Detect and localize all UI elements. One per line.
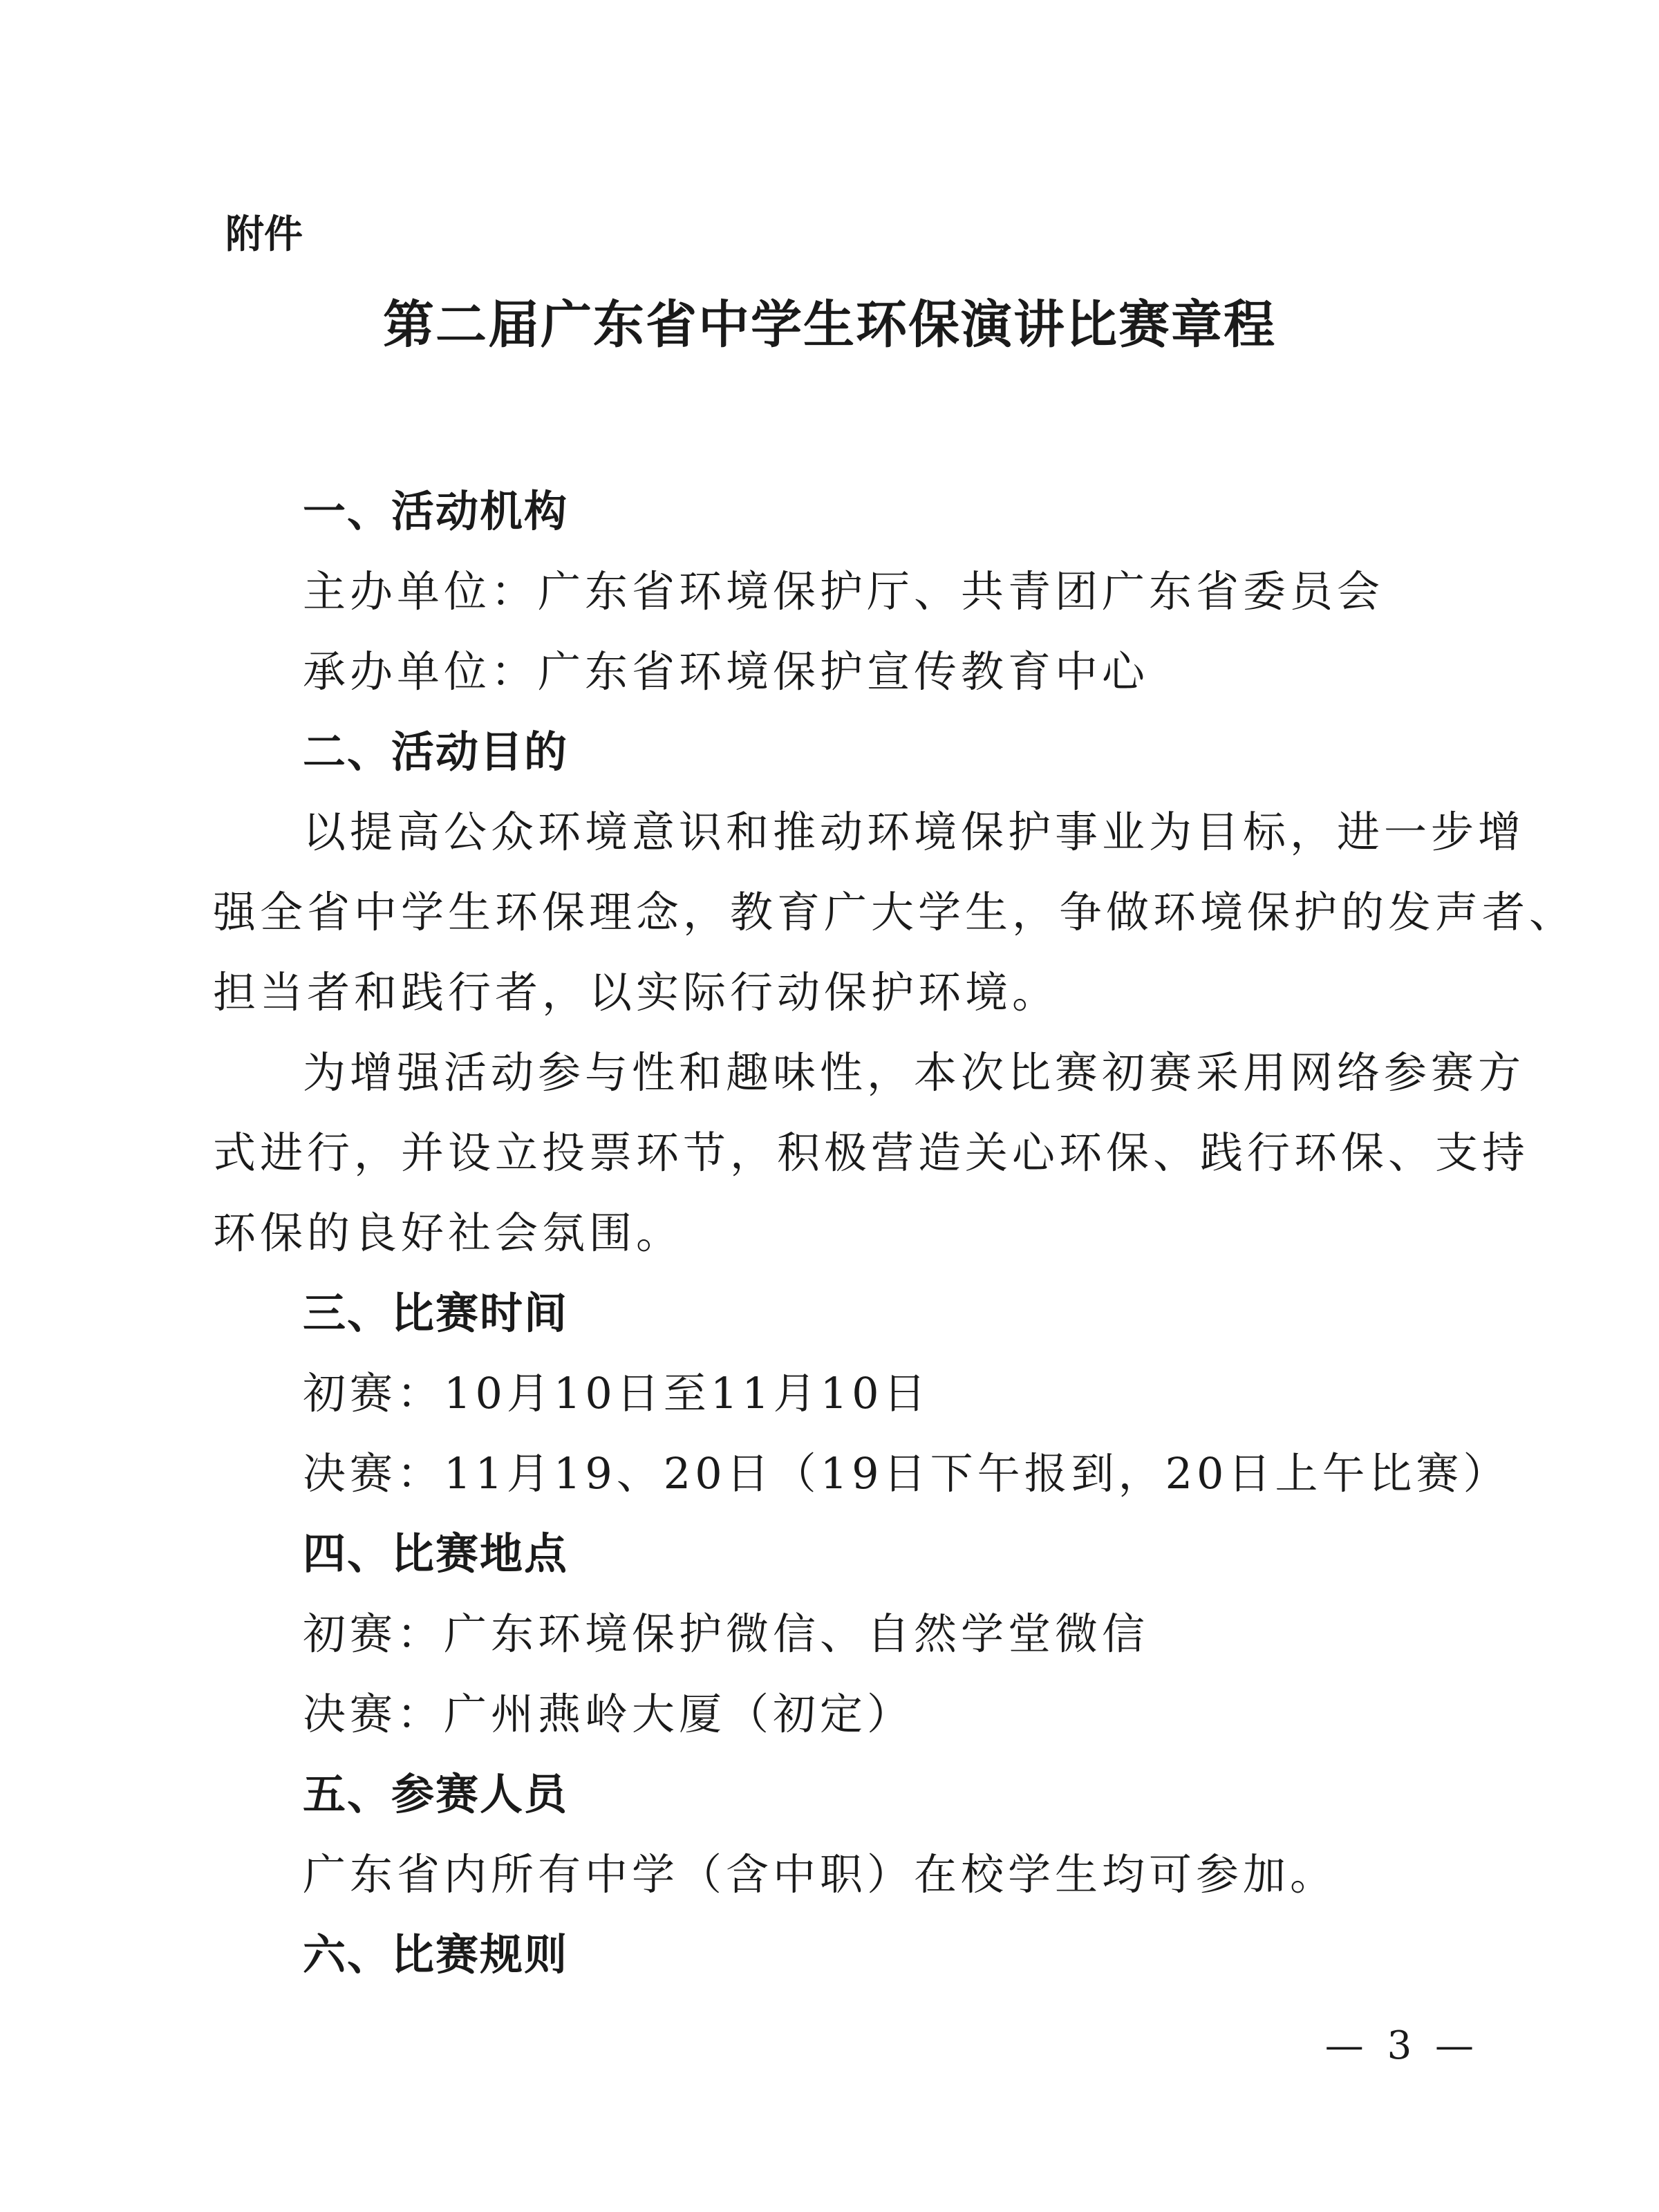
section-heading-schedule: 三、比赛时间 <box>303 1288 569 1338</box>
purpose-para2-line1: 为增强活动参与性和趣味性，本次比赛初赛采用网络参赛方 <box>303 1047 1526 1098</box>
attachment-label: 附件 <box>225 212 303 257</box>
participants-line: 广东省内所有中学（含中职）在校学生均可参加。 <box>303 1849 1338 1900</box>
preliminary-venue-line: 初赛：广东环境保护微信、自然学堂微信 <box>303 1609 1150 1659</box>
purpose-para1-line2: 强全省中学生环保理念，教育广大学生，争做环境保护的发声者、 <box>213 887 1577 937</box>
host-unit-line: 主办单位：广东省环境保护厅、共青团广东省委员会 <box>303 566 1385 617</box>
section-heading-participants: 五、参赛人员 <box>303 1769 569 1819</box>
purpose-para1-line1: 以提高公众环境意识和推动环境保护事业为目标，进一步增 <box>303 807 1526 857</box>
final-date-line: 决赛：11月19、20日（19日下午报到，20日上午比赛） <box>303 1448 1510 1499</box>
purpose-para1-line3: 担当者和践行者，以实际行动保护环境。 <box>213 967 1060 1018</box>
section-heading-purpose: 二、活动目的 <box>303 727 569 777</box>
final-venue-line: 决赛：广州燕岭大厦（初定） <box>303 1689 915 1739</box>
document-body <box>213 471 1577 1995</box>
section-heading-rules: 六、比赛规则 <box>303 1929 569 1980</box>
preliminary-date-line: 初赛：10月10日至11月10日 <box>303 1368 930 1418</box>
document-title: 第二届广东省中学生环保演讲比赛章程 <box>383 295 1276 355</box>
purpose-para2-line2: 式进行，并设立投票环节，积极营造关心环保、践行环保、支持 <box>213 1127 1530 1178</box>
section-heading-venue: 四、比赛地点 <box>303 1528 569 1579</box>
section-heading-organizers: 一、活动机构 <box>303 486 569 536</box>
purpose-para2-line3: 环保的良好社会氛围。 <box>213 1208 684 1258</box>
page-number: — 3 — <box>1324 2023 1479 2068</box>
organizer-unit-line: 承办单位：广东省环境保护宣传教育中心 <box>303 646 1150 697</box>
